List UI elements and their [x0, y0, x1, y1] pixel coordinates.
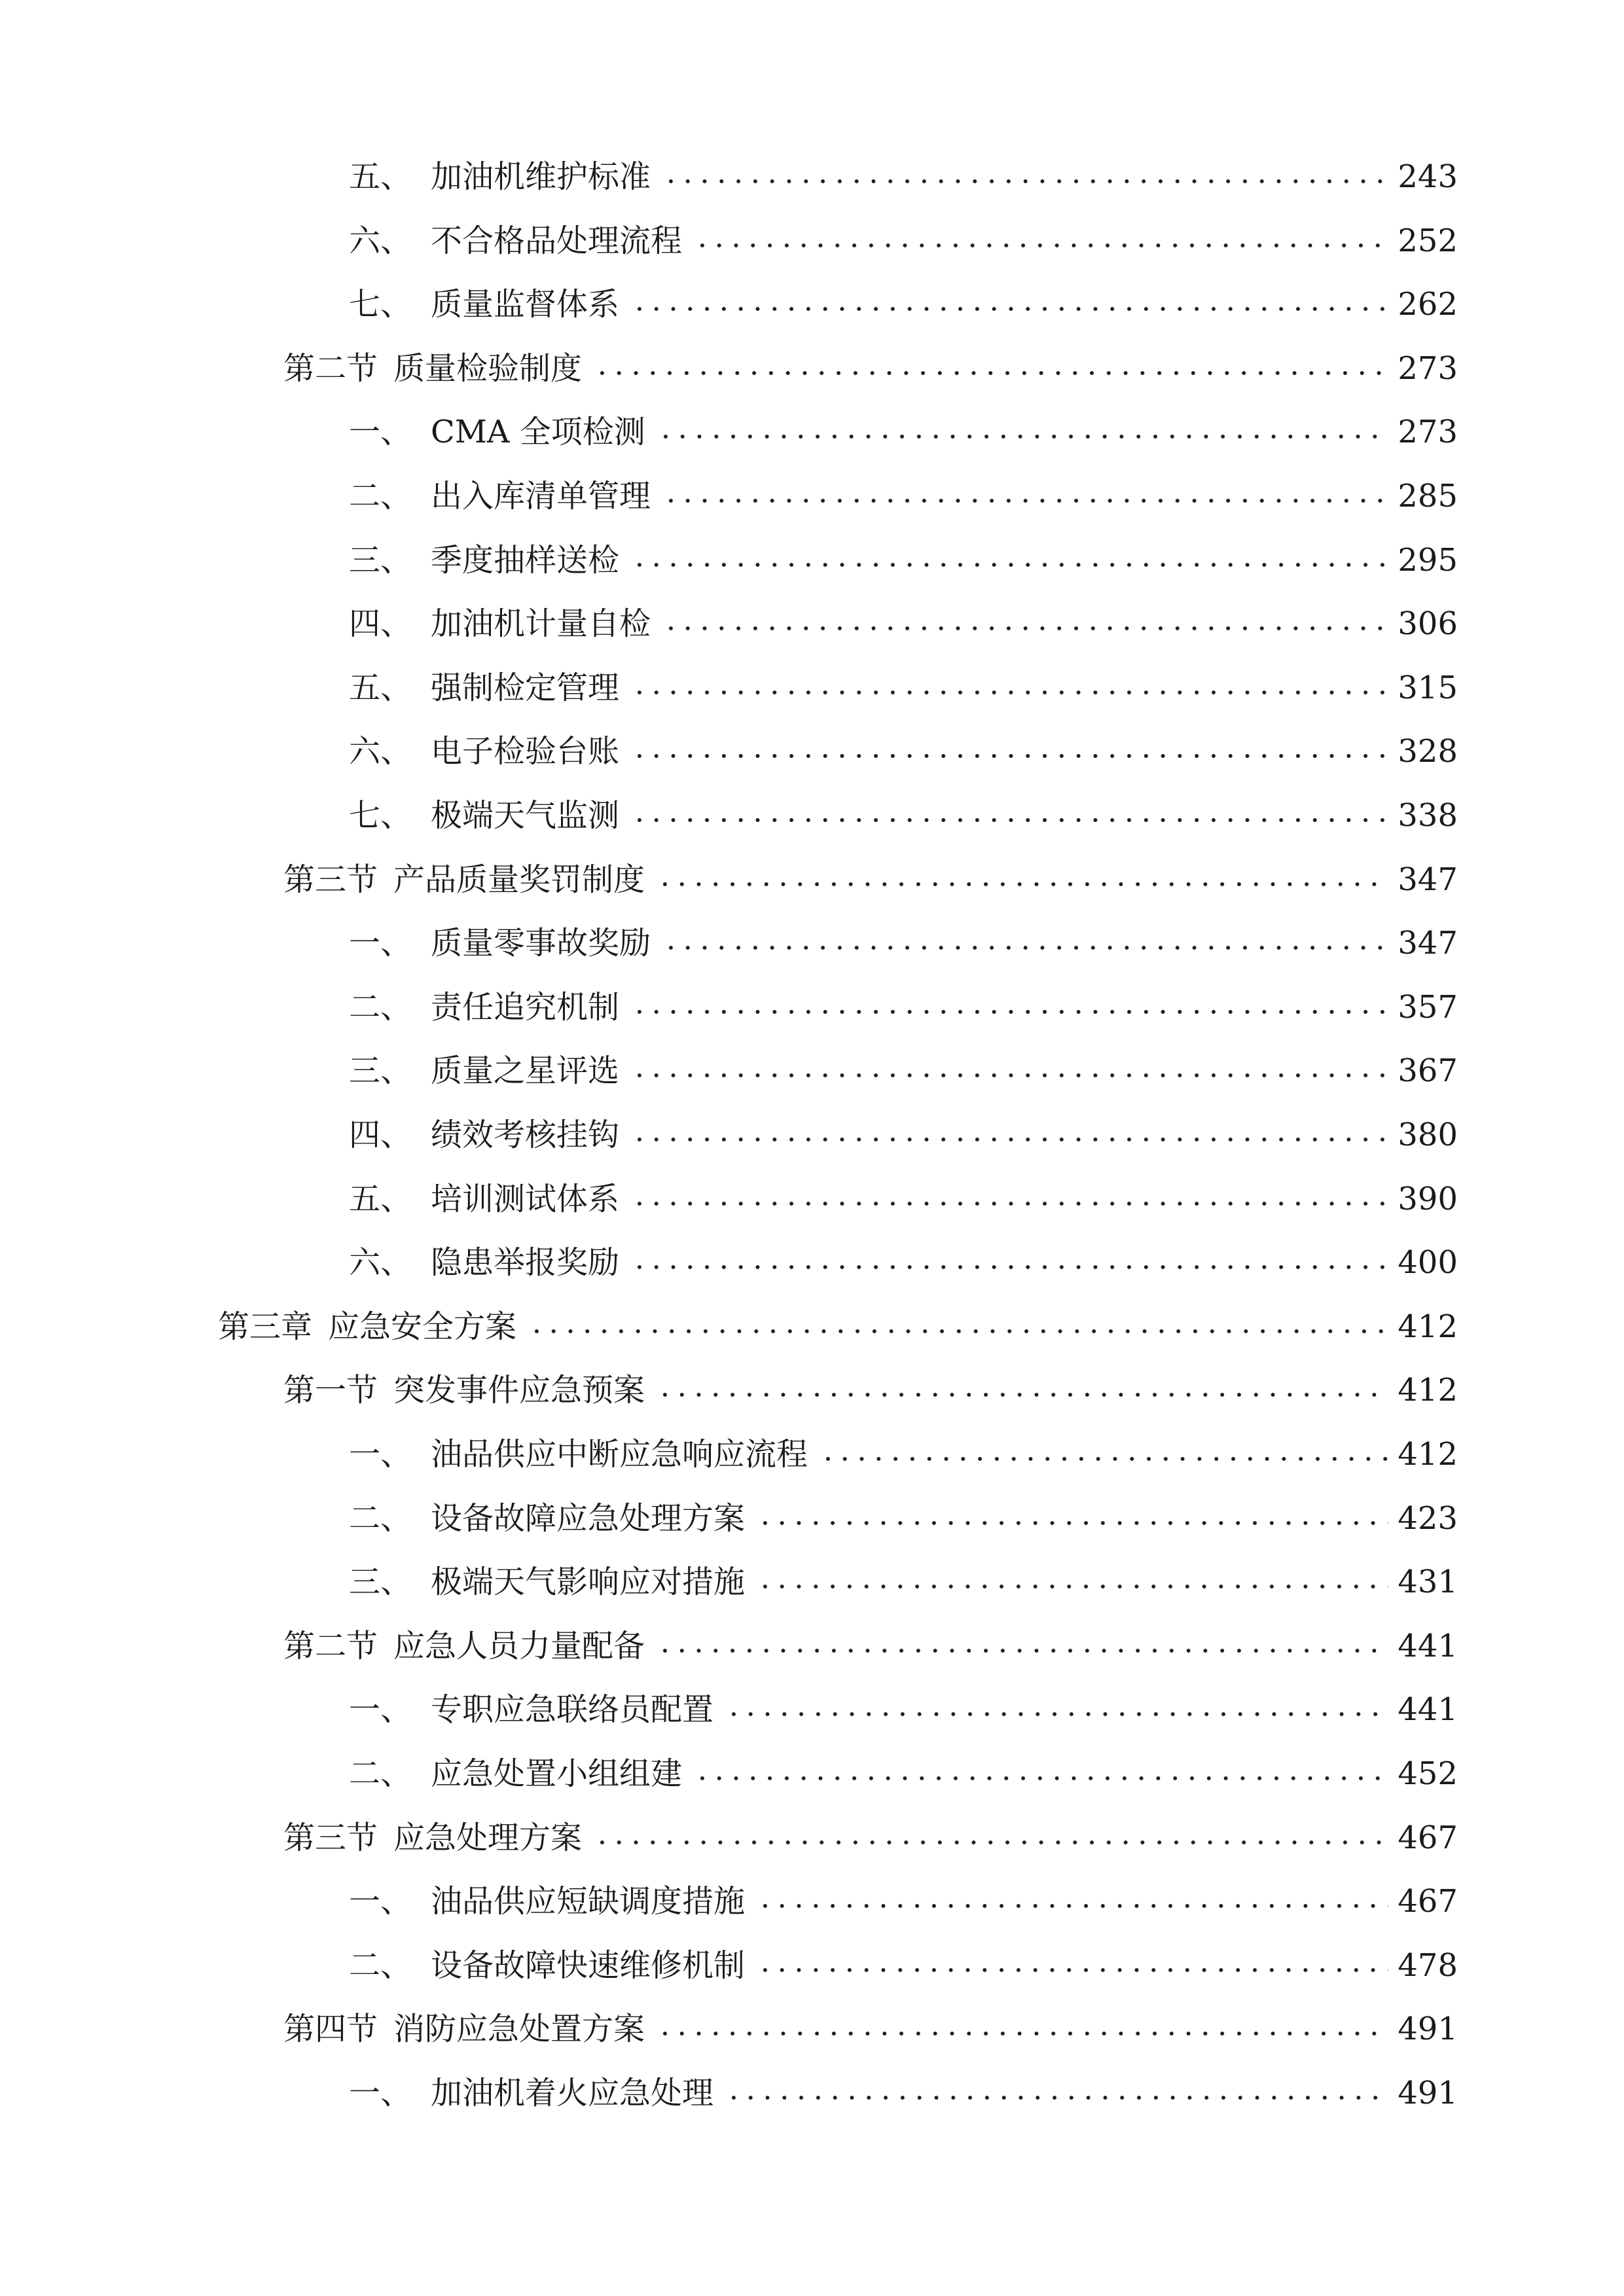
toc-dot-leader — [757, 1939, 1388, 1992]
toc-entry[interactable] — [349, 917, 1458, 969]
toc-dot-leader — [820, 1428, 1388, 1480]
toc-entry-page-number: 252 — [1398, 223, 1458, 259]
toc-entry-title: 应急处置小组组建 — [431, 1755, 683, 1792]
toc-entry-number: 一、 — [349, 1691, 412, 1728]
toc-entry[interactable] — [349, 1683, 1458, 1736]
toc-entry[interactable] — [349, 789, 1458, 842]
toc-entry-page-number: 262 — [1398, 286, 1458, 323]
toc-entry[interactable] — [349, 1875, 1458, 1928]
toc-dot-leader — [662, 470, 1388, 522]
toc-dot-leader — [631, 725, 1388, 778]
toc-dot-leader — [631, 1173, 1388, 1225]
toc-dot-leader — [662, 151, 1388, 203]
toc-entry-title: 油品供应短缺调度措施 — [431, 1883, 746, 1920]
toc-entry-page-number: 441 — [1398, 1628, 1458, 1664]
toc-dot-leader — [631, 278, 1388, 331]
toc-entry-page-number: 412 — [1398, 1436, 1458, 1473]
toc-entry-title: 责任追究机制 — [431, 989, 620, 1026]
toc-entry-title: 极端天气影响应对措施 — [431, 1564, 746, 1600]
toc-entry-page-number: 423 — [1398, 1500, 1458, 1537]
toc-entry[interactable] — [283, 1812, 1458, 1864]
toc-entry-number: 六、 — [349, 733, 412, 770]
toc-entry[interactable] — [349, 1748, 1458, 1800]
toc-dot-leader — [631, 1109, 1388, 1161]
toc-entry-number: 六、 — [349, 223, 412, 259]
toc-dot-leader — [725, 2067, 1388, 2119]
toc-dot-leader — [725, 1683, 1388, 1736]
toc-entry-number: 一、 — [349, 414, 412, 450]
toc-entry[interactable] — [283, 2003, 1458, 2055]
toc-entry-number: 七、 — [349, 286, 412, 323]
toc-entry-title: CMA 全项检测 — [431, 414, 645, 450]
toc-dot-leader — [757, 1875, 1388, 1928]
toc-entry[interactable] — [349, 981, 1458, 1033]
toc-entry-page-number: 347 — [1398, 861, 1458, 898]
toc-entry-number: 三、 — [349, 1052, 412, 1089]
toc-entry-title: 加油机计量自检 — [431, 605, 651, 642]
toc-entry-page-number: 315 — [1398, 670, 1458, 706]
toc-entry-page-number: 491 — [1398, 2011, 1458, 2047]
toc-entry-number: 五、 — [349, 158, 412, 195]
toc-entry[interactable] — [349, 151, 1458, 203]
toc-entry-title: 隐患举报奖励 — [431, 1244, 620, 1281]
toc-dot-leader — [631, 662, 1388, 714]
toc-entry-title: 电子检验台账 — [431, 733, 620, 770]
toc-entry[interactable] — [349, 1492, 1458, 1545]
toc-entry-page-number: 367 — [1398, 1052, 1458, 1089]
toc-entry-page-number: 441 — [1398, 1691, 1458, 1728]
toc-dot-leader — [631, 1045, 1388, 1097]
toc-entry[interactable] — [349, 215, 1458, 267]
toc-entry-number: 一、 — [349, 925, 412, 961]
toc-entry[interactable] — [349, 1173, 1458, 1225]
toc-entry-number: 三、 — [349, 542, 412, 579]
toc-entry-title: 产品质量奖罚制度 — [393, 861, 645, 898]
toc-entry-title: 应急人员力量配备 — [393, 1628, 645, 1664]
toc-entry[interactable] — [283, 342, 1458, 395]
toc-entry-number: 第二节 — [283, 350, 378, 387]
toc-entry-number: 二、 — [349, 989, 412, 1026]
toc-entry-title: 出入库清单管理 — [431, 478, 651, 514]
toc-entry[interactable] — [349, 598, 1458, 650]
toc-entry[interactable] — [283, 1364, 1458, 1416]
toc-entry-number: 四、 — [349, 1117, 412, 1153]
toc-entry-title: 加油机维护标准 — [431, 158, 651, 195]
toc-entry-title: 应急处理方案 — [393, 1820, 583, 1856]
toc-entry-title: 质量之星评选 — [431, 1052, 620, 1089]
toc-entry-number: 五、 — [349, 670, 412, 706]
toc-entry-number: 一、 — [349, 1883, 412, 1920]
toc-entry-title: 不合格品处理流程 — [431, 223, 683, 259]
toc-dot-leader — [631, 1236, 1388, 1289]
toc-entry-number: 三、 — [349, 1564, 412, 1600]
toc-entry-page-number: 431 — [1398, 1564, 1458, 1600]
toc-entry-number: 第一节 — [283, 1372, 378, 1408]
toc-entry-page-number: 380 — [1398, 1117, 1458, 1153]
toc-entry-number: 七、 — [349, 797, 412, 834]
toc-entry-title: 专职应急联络员配置 — [431, 1691, 714, 1728]
toc-entry-title: 绩效考核挂钩 — [431, 1117, 620, 1153]
toc-entry-number: 一、 — [349, 1436, 412, 1473]
toc-dot-leader — [694, 215, 1388, 267]
toc-dot-leader — [631, 534, 1388, 586]
toc-entry-page-number: 338 — [1398, 797, 1458, 834]
toc-entry[interactable] — [349, 1428, 1458, 1480]
toc-entry-number: 五、 — [349, 1181, 412, 1217]
toc-entry-number: 二、 — [349, 478, 412, 514]
toc-entry-page-number: 347 — [1398, 925, 1458, 961]
toc-dot-leader — [657, 2003, 1388, 2055]
toc-entry-number: 四、 — [349, 605, 412, 642]
toc-entry-page-number: 273 — [1398, 350, 1458, 387]
toc-entry-number: 第四节 — [283, 2011, 378, 2047]
toc-entry-title: 突发事件应急预案 — [393, 1372, 645, 1408]
toc-entry-number: 二、 — [349, 1755, 412, 1792]
toc-entry[interactable] — [349, 1556, 1458, 1608]
toc-entry-page-number: 390 — [1398, 1181, 1458, 1217]
toc-dot-leader — [657, 1620, 1388, 1672]
toc-dot-leader — [662, 598, 1388, 650]
toc-entry-title: 培训测试体系 — [431, 1181, 620, 1217]
toc-entry-page-number: 306 — [1398, 605, 1458, 642]
toc-entry-number: 第二节 — [283, 1628, 378, 1664]
toc-entry-title: 加油机着火应急处理 — [431, 2075, 714, 2111]
toc-entry[interactable] — [349, 278, 1458, 331]
toc-entry[interactable] — [283, 1620, 1458, 1672]
toc-dot-leader — [694, 1748, 1388, 1800]
toc-entry-title: 油品供应中断应急响应流程 — [431, 1436, 808, 1473]
toc-entry-page-number: 412 — [1398, 1308, 1458, 1345]
toc-entry-number: 第三节 — [283, 861, 378, 898]
toc-entry[interactable] — [349, 1236, 1458, 1289]
toc-dot-leader — [757, 1556, 1388, 1608]
toc-entry[interactable] — [218, 1300, 1458, 1353]
toc-entry-title: 质量零事故奖励 — [431, 925, 651, 961]
toc-dot-leader — [657, 406, 1389, 458]
toc-entry-page-number: 467 — [1398, 1820, 1458, 1856]
toc-dot-leader — [662, 917, 1388, 969]
toc-entry[interactable] — [349, 470, 1458, 522]
toc-entry-number: 第三节 — [283, 1820, 378, 1856]
toc-entry-number: 第三章 — [218, 1308, 313, 1345]
toc-dot-leader — [594, 1812, 1388, 1864]
toc-dot-leader — [631, 981, 1388, 1033]
toc-dot-leader — [594, 342, 1388, 395]
toc-dot-leader — [657, 853, 1388, 906]
toc-entry[interactable] — [349, 1045, 1458, 1097]
toc-entry-number: 一、 — [349, 2075, 412, 2111]
toc-entry-page-number: 328 — [1398, 733, 1458, 770]
toc-dot-leader — [528, 1300, 1388, 1353]
toc-entry-page-number: 412 — [1398, 1372, 1458, 1408]
toc-dot-leader — [757, 1492, 1388, 1545]
toc-entry-title: 设备故障快速维修机制 — [431, 1947, 746, 1984]
toc-entry[interactable] — [349, 534, 1458, 586]
toc-dot-leader — [657, 1364, 1388, 1416]
toc-entry-page-number: 295 — [1398, 542, 1458, 579]
toc-entry[interactable] — [349, 725, 1458, 778]
toc-entry-page-number: 478 — [1398, 1947, 1458, 1984]
toc-entry-title: 质量检验制度 — [393, 350, 583, 387]
toc-entry-title: 消防应急处置方案 — [393, 2011, 645, 2047]
toc-entry-title: 质量监督体系 — [431, 286, 620, 323]
toc-entry-page-number: 467 — [1398, 1883, 1458, 1920]
toc-entry[interactable] — [283, 853, 1458, 906]
toc-entry-page-number: 243 — [1398, 158, 1458, 195]
toc-dot-leader — [631, 789, 1388, 842]
toc-entry-title: 季度抽样送检 — [431, 542, 620, 579]
toc-entry[interactable] — [349, 2067, 1458, 2119]
toc-entry[interactable] — [349, 662, 1458, 714]
toc-entry-number: 六、 — [349, 1244, 412, 1281]
toc-entry-page-number: 400 — [1398, 1244, 1458, 1281]
toc-entry-title: 极端天气监测 — [431, 797, 620, 834]
toc-entry[interactable] — [349, 406, 1458, 458]
toc-entry-title: 应急安全方案 — [328, 1308, 517, 1345]
toc-entry-page-number: 452 — [1398, 1755, 1458, 1792]
toc-entry[interactable] — [349, 1109, 1458, 1161]
toc-entry-page-number: 491 — [1398, 2075, 1458, 2111]
toc-entry-title: 强制检定管理 — [431, 670, 620, 706]
toc-entry-title: 设备故障应急处理方案 — [431, 1500, 746, 1537]
toc-entry-page-number: 273 — [1398, 414, 1458, 450]
toc-entry-page-number: 285 — [1398, 478, 1458, 514]
toc-entry-page-number: 357 — [1398, 989, 1458, 1026]
toc-entry[interactable] — [349, 1939, 1458, 1992]
toc-entry-number: 二、 — [349, 1500, 412, 1537]
toc-entry-number: 二、 — [349, 1947, 412, 1984]
